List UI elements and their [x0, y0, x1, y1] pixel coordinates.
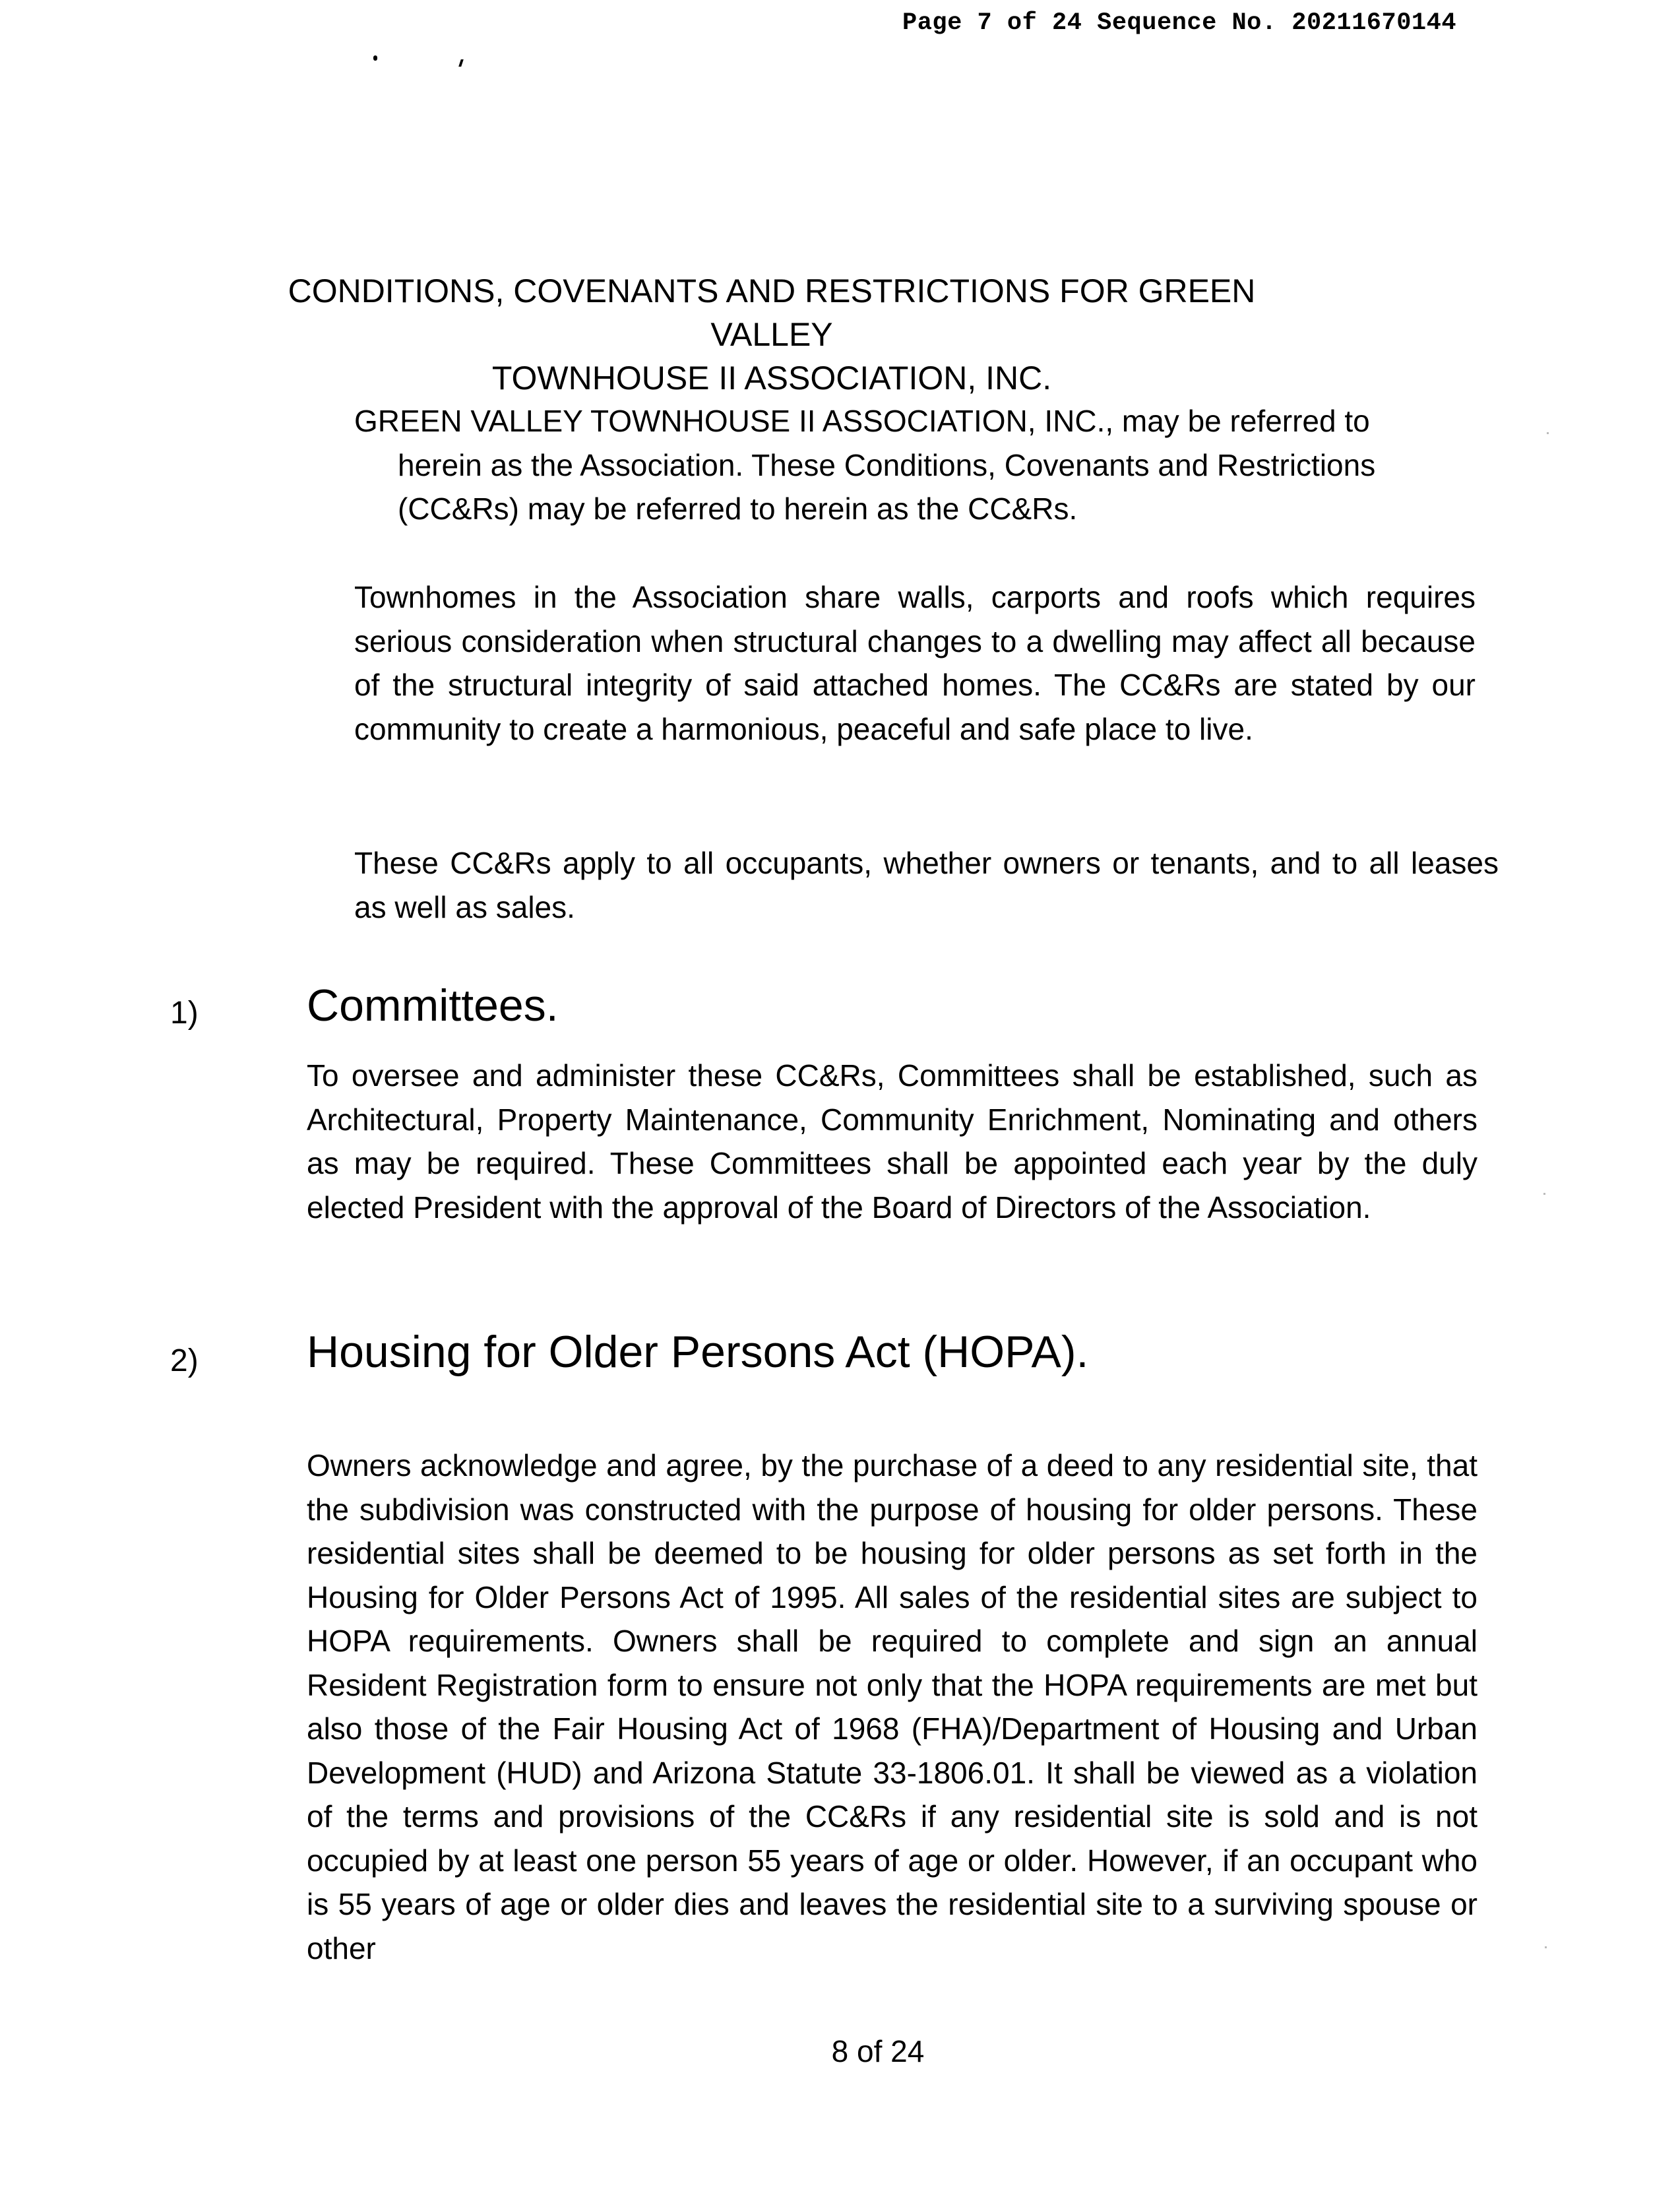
section-2-heading: Housing for Older Persons Act (HOPA).	[307, 1327, 1089, 1377]
intro-continuation: herein as the Association. These Conditions, Covenants and Restrictions (CC&Rs) may be referred to herein as the CC&Rs.	[398, 447, 1376, 526]
page-number-footer: 8 of 24	[831, 2034, 925, 2068]
intro-paragraph	[354, 399, 1469, 531]
intro-first-line: GREEN VALLEY TOWNHOUSE II ASSOCIATION, INC., may be referred to	[354, 404, 1370, 438]
section-1-body: To oversee and administer these CC&Rs, Committees shall be established, such as Architectural, Property Maintenance, Community Enrichment, Nominating and others as may be required. These Committees shall be appointed each year by the duly elected President with the approval of the Board of Directors of the Association.	[307, 1058, 1478, 1225]
title-line-1: CONDITIONS, COVENANTS AND RESTRICTIONS FOR GREEN VALLEY	[288, 272, 1256, 353]
scan-artifact	[458, 59, 464, 67]
recording-stamp: Page 7 of 24 Sequence No. 20211670144	[902, 9, 1457, 37]
apply-paragraph: These CC&Rs apply to all occupants, whether owners or tenants, and to all leases as well as sales.	[354, 846, 1499, 924]
scan-artifact	[1547, 432, 1549, 434]
townhomes-paragraph: Townhomes in the Association share walls, carports and roofs which requires serious consideration when structural changes to a dwelling may affect all because of the structural integrity of said attached homes. The CC&Rs are stated by our community to create a harmonious, peaceful and safe place to live.	[354, 580, 1476, 746]
scan-artifact	[1545, 1946, 1547, 1948]
section-2-number: 2)	[170, 1343, 199, 1378]
document-title	[251, 269, 1293, 400]
scan-artifact	[1543, 1193, 1545, 1195]
section-1-heading: Committees.	[307, 980, 559, 1031]
scan-artifact	[373, 55, 377, 61]
section-1-number: 1)	[170, 996, 199, 1031]
section-2-body: Owners acknowledge and agree, by the purchase of a deed to any residential site, that the subdivision was constructed with the purpose of housing for older persons. These residential sites shall be deemed to be housing for older persons as set forth in the Housing for Older Persons Act of 1995. All sales of the residential sites are subject to HOPA requirements. Owners shall be required to complete and sign an annual Resident Registration form to ensure not only that the HOPA requirements are met but also those of the Fair Housing Act of 1968 (FHA)/Department of Housing and Urban Development (HUD) and Arizona Statute 33-1806.01. It shall be viewed as a violation of the terms and provisions of the CC&Rs if any residential site is sold and is not occupied by at least one person 55 years of age or older. However, if an occupant who is 55 years of age or older dies and leaves the residential site to a surviving spouse or other	[307, 1448, 1478, 1965]
title-line-2: TOWNHOUSE II ASSOCIATION, INC.	[491, 360, 1052, 397]
